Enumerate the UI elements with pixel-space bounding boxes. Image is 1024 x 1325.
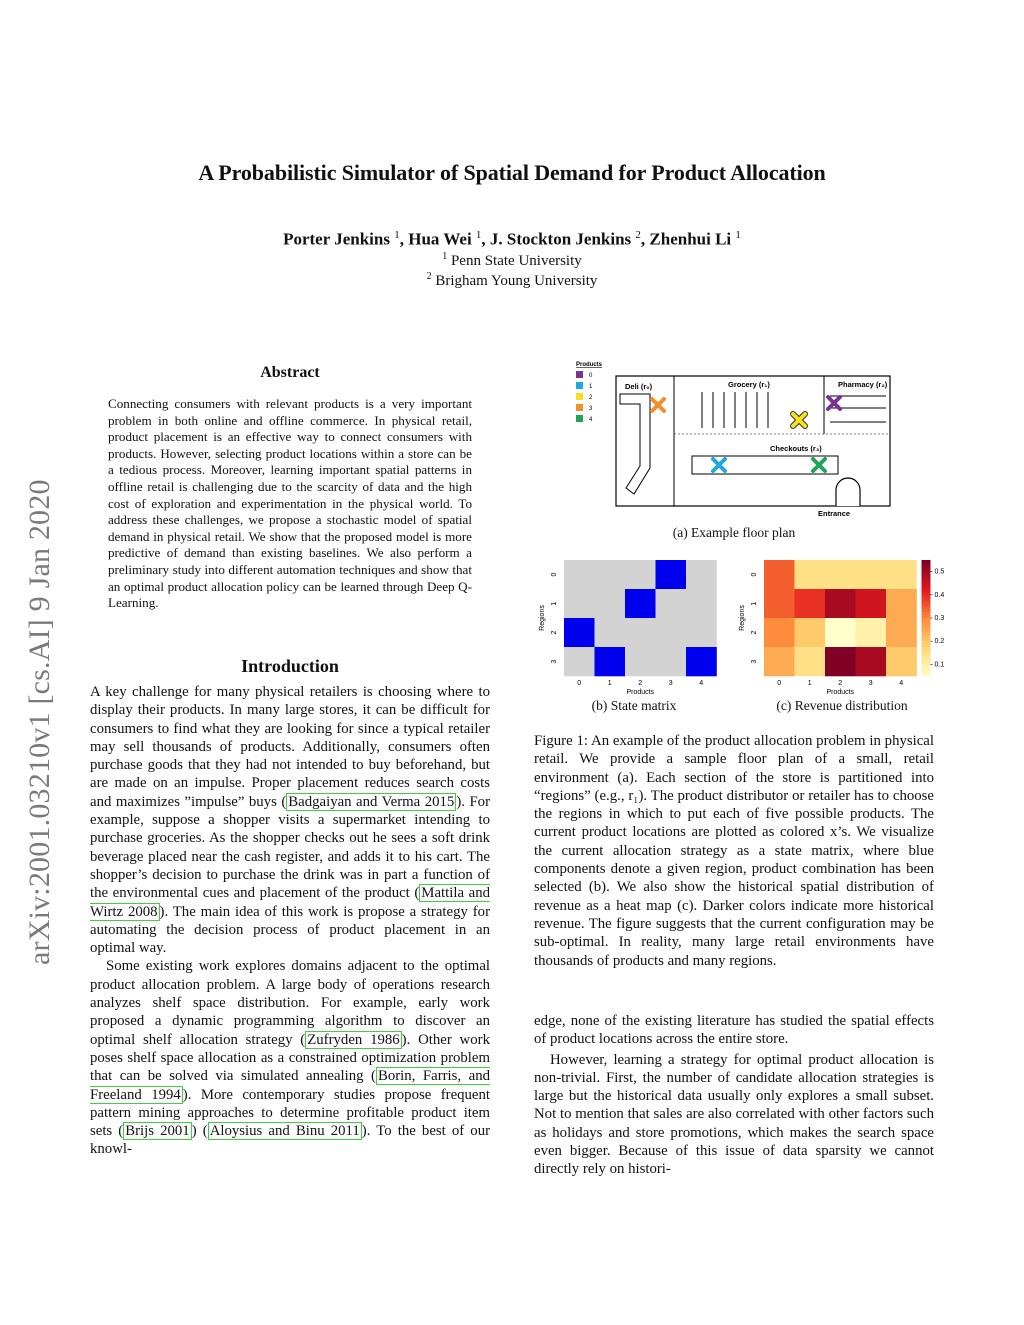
paragraph	[90, 683, 490, 957]
y-tick-label: 2	[551, 630, 558, 635]
y-tick-label: 0	[551, 572, 558, 577]
heatmap-cell	[764, 589, 795, 618]
introduction-heading: Introduction	[241, 656, 339, 676]
x-axis-label: Products	[826, 689, 855, 696]
heatmap-cell	[764, 618, 795, 647]
abstract-heading: Abstract	[260, 364, 320, 381]
region-label-pharmacy: Pharmacy (r₂)	[838, 380, 888, 389]
author-name: Zhenhui Li	[649, 229, 732, 249]
heatmap-cell	[795, 647, 826, 676]
colorbar-segment	[922, 647, 931, 650]
colorbar-segment	[922, 577, 931, 580]
figure-caption: Figure 1: An example of the product allocation problem in physical retail. We provide a sample floor plan of a small, retail environment (a). Each section of the store is partitioned into “regions” (e.g., r₁). The product distributor or retailer has to choose the regions in which to put each of five possible products. The current product locations are plotted as colored x’s. We visualize the current allocation strategy as a state matrix, where blue components denote a given region, product combination has been selected (b). We also show the historical spatial distribution of revenue as a heat map (c). Darker colors indicate more historical revenue. The figure suggests that the current configuration may be sub-optimal. In reality, many large retail environments have thousands of products and many regions.	[534, 733, 934, 969]
arxiv-identifier: arXiv:2001.03210v1 [cs.AI] 9 Jan 2020	[23, 479, 56, 965]
x-tick-label: 3	[868, 680, 873, 687]
x-tick-label: 0	[777, 680, 782, 687]
citation-link[interactable]: Badgaiyan and Verma 2015	[288, 793, 455, 810]
x-axis-label: Products	[626, 689, 655, 696]
author-name: Hua Wei	[408, 229, 472, 249]
colorbar-segment	[922, 633, 931, 636]
heatmap-cell	[825, 647, 856, 676]
heatmap-cell	[625, 560, 656, 589]
author-name: J. Stockton Jenkins	[489, 229, 632, 249]
left-column-body	[90, 683, 490, 1159]
legend-label: 1	[589, 384, 593, 390]
heatmap-cell	[856, 589, 887, 618]
author-affiliation: 1	[475, 229, 482, 241]
colorbar-segment	[922, 589, 931, 592]
colorbar-segment	[922, 667, 931, 670]
heatmap-cell	[625, 647, 656, 676]
citation-link[interactable]: Brijs 2001	[125, 1123, 190, 1140]
colorbar-segment	[922, 606, 931, 609]
colorbar-tick-label: 0.2	[934, 638, 945, 646]
text-run: A key challenge for many physical retailers is choosing where to display their products. In many large stores, it can be difficult for consumers to find what they are looking for since a typical retailer may sell thousands of products. Additionally, consumers often purchase goods that they had not intended to buy beforehand, but are made on an impulse. Proper placement reduces search costs and maximizes ”impulse” buys (	[90, 684, 490, 810]
x-tick-label: 1	[607, 680, 612, 687]
affiliation-number: 2	[426, 271, 432, 282]
colorbar-segment	[922, 583, 931, 586]
text-run: ). The main idea of this work is propose a strategy for automating the decision process of product placement in an optimal way.	[90, 903, 491, 957]
y-tick-label: 1	[751, 601, 758, 606]
x-tick-label: 4	[699, 680, 704, 687]
legend-label: 0	[589, 373, 593, 379]
x-tick-label: 4	[899, 680, 904, 687]
heatmap-cell	[795, 618, 826, 647]
state-matrix-figure	[534, 555, 734, 697]
colorbar-segment	[922, 662, 931, 665]
colorbar-segment	[922, 598, 931, 601]
legend-title: Products	[576, 362, 603, 368]
heatmap-cell	[564, 618, 595, 647]
legend-swatch	[576, 393, 583, 400]
x-tick-label: 2	[838, 680, 843, 687]
heatmap-cell	[886, 560, 917, 589]
heatmap-cell	[795, 560, 826, 589]
paragraph: edge, none of the existing literature has studied the spatial effects of product locations across the entire store.	[534, 1013, 934, 1048]
colorbar-tick-label: 0.1	[934, 661, 945, 669]
colorbar-segment	[922, 604, 931, 607]
citation-link[interactable]: Mattila and Wirtz 2008	[90, 885, 490, 920]
y-tick-label: 0	[751, 572, 758, 577]
floor-plan-drawing	[574, 358, 894, 518]
colorbar-segment	[922, 635, 931, 638]
heatmap-cell	[625, 589, 656, 618]
text-run: ). More contemporary studies propose frequent pattern mining approaches to determine profitable product item sets (	[90, 1086, 491, 1140]
colorbar-segment	[922, 621, 931, 624]
heatmap-cell	[686, 618, 717, 647]
heatmap-cell	[686, 589, 717, 618]
text-run: ). For example, suppose a shopper visits a supermarket intending to purchase groceries. As the shopper checks out he sees a soft drink beverage placed near the cash register, and adds it to his cart. The shopper’s decision to purchase the drink was in part a function of the environmental cues and placement of the product (	[90, 793, 490, 902]
paragraph: However, learning a strategy for optimal product allocation is non-trivial. First, the number of candidate allocation strategies is large but the historical data usually only explores a small subset. Not to mention that sales are also correlated with other factors such as holidays and store promotions, which makes the search space even bigger. Because of this issue of data sparsity we cannot directly rely on histori-	[534, 1051, 934, 1178]
product-marker-4	[813, 459, 825, 471]
state-matrix-chart	[534, 555, 734, 697]
heatmap-cell	[764, 560, 795, 589]
author-affiliation: 1	[394, 229, 400, 241]
y-axis-label: Regions	[539, 605, 546, 631]
legend-swatch	[576, 404, 583, 411]
heatmap-cell	[764, 647, 795, 676]
affiliation-name: Brigham Young University	[435, 273, 598, 289]
heatmap-cell	[856, 560, 887, 589]
heatmap-cell	[595, 647, 626, 676]
heatmap-cell	[686, 560, 717, 589]
author-line: Porter Jenkins $^1$, Hua Wei $^1$, J. Stockton Jenkins $^2$, Zhenhui Li $^1$	[283, 229, 741, 249]
heatmap-cell	[564, 589, 595, 618]
revenue-heatmap-chart	[734, 555, 945, 697]
subfigure-caption-c: (c) Revenue distribution	[776, 698, 908, 713]
y-tick-label: 3	[751, 659, 758, 664]
heatmap-cell	[825, 560, 856, 589]
colorbar-segment	[922, 659, 931, 662]
citation-link[interactable]: Aloysius and Binu 2011	[209, 1123, 360, 1140]
colorbar-segment	[922, 641, 931, 644]
colorbar-segment	[922, 618, 931, 621]
citation-link[interactable]: Zufryden 1986	[307, 1031, 400, 1048]
colorbar-segment	[922, 624, 931, 627]
legend-label: 4	[589, 417, 593, 423]
affiliation-name: Penn State University	[450, 253, 582, 269]
paper-title: A Probabilistic Simulator of Spatial Demand for Product Allocation	[198, 160, 826, 185]
right-column-body	[534, 1012, 934, 1179]
paragraph	[90, 957, 490, 1158]
colorbar-tick-label: 0.3	[934, 615, 945, 622]
y-tick-label: 1	[551, 601, 558, 606]
y-tick-label: 3	[551, 659, 558, 664]
colorbar-segment	[922, 664, 931, 667]
affiliation-line	[0, 271, 1024, 290]
legend-swatch	[576, 415, 583, 422]
legend-label: 2	[589, 395, 593, 401]
product-marker-1	[713, 459, 725, 471]
legend-label: 3	[589, 406, 593, 412]
colorbar-segment	[922, 560, 931, 563]
heatmap-cell	[795, 589, 826, 618]
colorbar-segment	[922, 653, 931, 656]
colorbar-segment	[922, 615, 931, 618]
colorbar-segment	[922, 575, 931, 578]
product-marker-0	[828, 397, 840, 409]
deli-counter	[620, 394, 650, 494]
author-affiliation: 2	[635, 229, 641, 241]
floor-plan-figure	[574, 358, 894, 518]
heatmap-cell	[656, 560, 687, 589]
abstract-text: Connecting consumers with relevant products is a very important problem in both online and offline commerce. In physical retail, product placement is an effective way to connect consumers with products. However, selecting product locations within a store can be a tedious process. Moreover, learning important spatial patterns in offline retail is challenging due to the scarcity of data and the high cost of exploration and experimentation in the physical world. To address these challenges, we propose a stochastic model of spatial demand in physical retail. We show that the proposed model is more predictive of demand than existing baselines. We also perform a preliminary study into different automation techniques and show that an optimal product allocation policy can be learned through Deep Q-Learning.	[108, 396, 472, 611]
colorbar-segment	[922, 673, 931, 676]
x-tick-label: 1	[807, 680, 812, 687]
colorbar-tick-label: 0.5	[934, 568, 945, 576]
heatmap-cell	[656, 647, 687, 676]
colorbar-segment	[922, 566, 931, 569]
region-label-checkouts: Checkouts (r₃)	[770, 444, 822, 453]
text-run: ) (	[191, 1123, 208, 1140]
colorbar-segment	[922, 601, 931, 604]
heatmap-cell	[656, 618, 687, 647]
subfigure-caption-a: (a) Example floor plan	[672, 525, 796, 540]
colorbar-segment	[922, 572, 931, 575]
colorbar-segment	[922, 595, 931, 598]
y-tick-label: 2	[751, 630, 758, 635]
citation-link[interactable]: Borin, Farris, and Freeland 1994	[90, 1068, 491, 1103]
colorbar-tick-label: 0.4	[934, 591, 945, 599]
heatmap-cell	[856, 647, 887, 676]
heatmap-cell	[886, 647, 917, 676]
region-label-deli: Deli (r₀)	[625, 382, 653, 391]
heatmap-cell	[886, 589, 917, 618]
heatmap-cell	[856, 618, 887, 647]
heatmap-cell	[825, 589, 856, 618]
colorbar-segment	[922, 650, 931, 653]
x-tick-label: 3	[668, 680, 673, 687]
legend-swatch	[576, 371, 583, 378]
region-label-grocery: Grocery (r₁)	[728, 380, 770, 389]
heatmap-cell	[564, 560, 595, 589]
text-run: ). Other work poses shelf space allocation as a constrained optimization problem that can be solved via simulated annealing (	[90, 1031, 490, 1085]
heatmap-cell	[625, 618, 656, 647]
heatmap-cell	[595, 618, 626, 647]
colorbar-segment	[922, 592, 931, 595]
entrance-door	[836, 478, 860, 506]
x-tick-label: 2	[638, 680, 643, 687]
colorbar-segment	[922, 670, 931, 673]
colorbar-segment	[922, 569, 931, 572]
x-tick-label: 0	[577, 680, 582, 687]
revenue-heatmap-figure	[734, 555, 945, 697]
subfigure-caption-b: (b) State matrix	[591, 698, 677, 713]
colorbar-segment	[922, 580, 931, 583]
author-affiliation: 1	[735, 229, 741, 241]
text-run: ). To the best of our knowl-	[90, 1123, 491, 1158]
colorbar-segment	[922, 638, 931, 641]
heatmap-cell	[886, 618, 917, 647]
heatmap-cell	[595, 560, 626, 589]
colorbar-segment	[922, 609, 931, 612]
colorbar-segment	[922, 612, 931, 615]
product-marker-3	[652, 399, 664, 411]
colorbar-segment	[922, 630, 931, 633]
colorbar-segment	[922, 656, 931, 659]
entrance-label: Entrance	[818, 509, 851, 518]
colorbar-segment	[922, 644, 931, 647]
legend-swatch	[576, 382, 583, 389]
y-axis-label: Regions	[739, 605, 746, 631]
affiliation-number: 1	[442, 251, 448, 262]
heatmap-cell	[825, 618, 856, 647]
author-name: Porter Jenkins	[283, 229, 390, 249]
text-run: Some existing work explores domains adjacent to the optimal product allocation problem. A large body of operations research analyzes shelf space distribution. For example, early work proposed a dynamic programming algorithm to discover an optimal shelf allocation strategy (	[90, 958, 490, 1048]
heatmap-cell	[656, 589, 687, 618]
colorbar-segment	[922, 563, 931, 566]
heatmap-cell	[564, 647, 595, 676]
colorbar-segment	[922, 586, 931, 589]
heatmap-cell	[686, 647, 717, 676]
colorbar-segment	[922, 627, 931, 630]
affiliation-line	[0, 251, 1024, 270]
heatmap-cell	[595, 589, 626, 618]
